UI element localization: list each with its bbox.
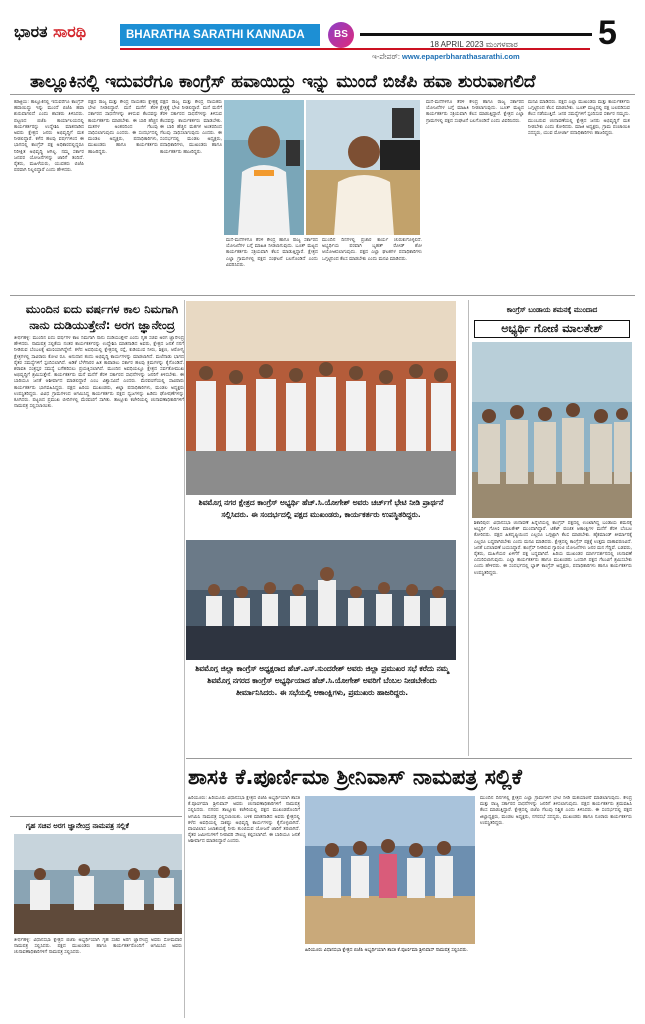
column-divider-right — [468, 300, 469, 756]
top-article-col-3: ಮನೆ-ಮನೆಗಳಿಗೂ ತೆರಳಿ ಕೇಂದ್ರ ಹಾಗೂ ರಾಜ್ಯ ಸರ್ಕಾರದ ಯೋಜನೆಗಳ ಬಗ್ಗೆ ಮಾಹಿತಿ ನೀಡಲಾಗುವುದು. ಬೂತ್ ಮಟ್ಟದ ಕಾರ್ಯಕರ್ತರು ಸಕ್ರಿಯವಾಗಿ ಕೆಲಸ ಮಾಡುತ್ತಿದ್ದಾರೆ. ಕ್ಷೇತ್ರದ ಎಲ್ಲಾ ಗ್ರಾಮಗಳಲ್ಲಿ ಪಕ್ಷದ ಸಂಘಟನೆ ಬಲಗೊಂಡಿದೆ ಎಂದು ವಿವರಿಸಿದರು. — [226, 238, 318, 268]
bs-logo-icon: BS — [328, 22, 354, 48]
top-article-col-1b: ಪಕ್ಷದ ರಾಜ್ಯ ಮತ್ತು ಕೇಂದ್ರ ನಾಯಕರು ಕ್ಷೇತ್ರಕ್ಕೆ ಭೇಟಿ ನೀಡಲಿದ್ದಾರೆ. ಮನೆ ಮನೆಗೆ ತೆರಳಿ ಸರ್ಕಾರದ ಸಾಧನೆಗಳನ್ನು ತಿಳಿಸುವ ಕೆಲಸವನ್ನು ಕಾರ್ಯಕರ್ತರು ಮಾಡಬೇಕು. ಈ ಬಾರಿ ಹೆಚ್ಚಿನ ಮತಗಳ ಅಂತರದಿಂದ ಗೆಲುವು ಸಾಧಿಸಲಾಗುವುದು ಎಂದರು. ಈ ಸಂದರ್ಭದಲ್ಲಿ ಮಂಡಲ ಅಧ್ಯಕ್ಷರು, ಪದಾಧಿಕಾರಿಗಳು, ಮುಖಂಡರು ಹಾಗೂ ಕಾರ್ಯಕರ್ತರು ಹಾಜರಿದ್ದರು. — [88, 100, 158, 155]
bottom-article-col-2: ಮುಂದಿನ ದಿನಗಳಲ್ಲಿ ಕ್ಷೇತ್ರದ ಎಲ್ಲಾ ಗ್ರಾಮಗಳಿಗೆ ಭೇಟಿ ನೀಡಿ ಮತಯಾಚನೆ ಮಾಡಲಾಗುವುದು. ಕೇಂದ್ರ ಮತ್ತು ರಾಜ್ಯ ಸರ್ಕಾರದ ಸಾಧನೆಗಳನ್ನು ಜನರಿಗೆ ತಿಳಿಸಲಾಗುವುದು. ಪಕ್ಷದ ಕಾರ್ಯಕರ್ತರು ಶ್ರಮವಹಿಸಿ ಕೆಲಸ ಮಾಡುತ್ತಿದ್ದಾರೆ. ಕ್ಷೇತ್ರದಲ್ಲಿ ಬಿಜೆಪಿ ಗೆಲುವು ನಿಶ್ಚಿತ ಎಂದು ತಿಳಿಸಿದರು. ಈ ಸಂದರ್ಭದಲ್ಲಿ ಪಕ್ಷದ ಜಿಲ್ಲಾಧ್ಯಕ್ಷರು, ಮಂಡಲ ಅಧ್ಯಕ್ಷರು, ನಗರಸಭೆ ಸದಸ್ಯರು, ಮುಖಂಡರು ಹಾಗೂ ನೂರಾರು ಕಾರ್ಯಕರ್ತರು ಉಪಸ್ಥಿತರಿದ್ದರು. — [480, 796, 632, 826]
main-headline: ತಾಲ್ಲೂಕಿನಲ್ಲಿ ಇದುವರೆಗೂ ಕಾಂಗ್ರೆಸ್ ಹವಾಯಿದ್ದು ಇನ್ನು ಮುಂದೆ ಬಿಜೆಪಿ ಹವಾ ಶುರುವಾಗಲಿದೆ — [30, 72, 536, 92]
top-article-col-6: ಮನವಿ ಮಾಡಿದರು. ಪಕ್ಷದ ಎಲ್ಲಾ ಮುಖಂಡರು ಮತ್ತು ಕಾರ್ಯಕರ್ತರು ಒಗ್ಗಟ್ಟಿನಿಂದ ಕೆಲಸ ಮಾಡಬೇಕು. ಬೂತ್ ಮಟ್ಟದಲ್ಲಿ ಪಕ್ಷ ಬಲಪಡಿಸುವ ಕೆಲಸ ನಡೆಯುತ್ತಿದೆ. ಜನರ ಸಮಸ್ಯೆಗಳಿಗೆ ಸ್ಪಂದಿಸುವ ಸರ್ಕಾರ ನಮ್ಮದು. ಮುಂಬರುವ ಚುನಾವಣೆಯಲ್ಲಿ ಕ್ಷೇತ್ರದ ಜನರು ಅಭಿವೃದ್ಧಿಗೆ ಮತ ನೀಡಬೇಕು ಎಂದು ಕೋರಿದರು. ಮಾಜಿ ಅಧ್ಯಕ್ಷರು, ಗ್ರಾಮ ಪಂಚಾಯಿತಿ ಸದಸ್ಯರು, ಯುವ ಮೋರ್ಚಾ ಪದಾಧಿಕಾರಿಗಳು ಹಾಜರಿದ್ದರು. — [528, 100, 630, 137]
caption-photo-bottom-center: ಹಿರಿಯೂರು ವಿಧಾನಸಭಾ ಕ್ಷೇತ್ರದ ಬಿಜೆಪಿ ಅಭ್ಯರ್ಥಿಯಾಗಿ ಶಾಸಕಿ ಕೆ.ಪೂರ್ಣಿಮಾ ಶ್ರೀನಿವಾಸ್ ನಾಮಪತ್ರ ಸಲ್ಲಿಸಿದರು. — [305, 948, 469, 953]
bottom-article-col-1: ಹಿರಿಯೂರು: ಹಿರಿಯೂರು ವಿಧಾನಸಭಾ ಕ್ಷೇತ್ರದ ಬಿಜೆಪಿ ಅಭ್ಯರ್ಥಿಯಾಗಿ ಶಾಸಕಿ ಕೆ.ಪೂರ್ಣಿಮಾ ಶ್ರೀನಿವಾಸ್ ಅವರು ಚುನಾವಣಾಧಿಕಾರಿಗಳಿಗೆ ನಾಮಪತ್ರ ಸಲ್ಲಿಸಿದರು. ನಗರದ ತಾಲ್ಲೂಕು ಕಚೇರಿಯಲ್ಲಿ ಪಕ್ಷದ ಮುಖಂಡರೊಂದಿಗೆ ಆಗಮಿಸಿ ನಾಮಪತ್ರ ಸಲ್ಲಿಸಲಾಯಿತು. ಬಳಿಕ ಮಾತನಾಡಿದ ಅವರು ಕ್ಷೇತ್ರದಲ್ಲಿ ಕಳೆದ ಅವಧಿಯಲ್ಲಿ ಸಾಕಷ್ಟು ಅಭಿವೃದ್ಧಿ ಕಾರ್ಯಗಳನ್ನು ಕೈಗೊಳ್ಳಲಾಗಿದೆ. ವಾಣಿವಿಲಾಸ ಜಲಾಶಯಕ್ಕೆ ನೀರು ತುಂಬಿಸುವ ಯೋಜನೆ ಜಾರಿಗೆ ತರಲಾಗಿದೆ. ರೈತರ ಜಮೀನುಗಳಿಗೆ ನೀರಾವರಿ ಸೌಲಭ್ಯ ಕಲ್ಪಿಸಲಾಗಿದೆ. ಈ ಬಾರಿಯೂ ಜನತೆ ಆಶೀರ್ವಾದ ಮಾಡಲಿದ್ದಾರೆ ಎಂದರು. — [188, 796, 300, 845]
left-story-headline: ಮುಂದಿನ ಐದು ವರ್ಷಗಳ ಕಾಲ ನಿಮಗಾಗಿ ನಾನು ದುಡಿಯುತ್ತೇನೆ: ಅರಗ ಜ್ಞಾನೇಂದ್ರ — [25, 302, 179, 332]
side-story-headline: ಗೃಹ ಸಚಿವ ಅರಗ ಜ್ಞಾನೇಂದ್ರ ನಾಮಪತ್ರ ಸಲ್ಲಿಕೆ — [26, 822, 129, 830]
masthead-english-band: BHARATHA SARATHI KANNADA DAILY — [120, 24, 320, 46]
column-divider-left — [184, 300, 185, 1018]
photo-candidate-speaking — [224, 100, 304, 235]
epaper-url[interactable]: www.epaperbharathasarathi.com — [402, 52, 520, 61]
headline-rule — [10, 94, 635, 95]
epaper-label: ಇ-ಪೇಪರ್: — [372, 52, 400, 61]
masthead-rule — [360, 33, 592, 36]
epaper-url-line — [372, 52, 520, 62]
top-article-col-2: ಪಕ್ಷದ ರಾಜ್ಯ ಮತ್ತು ಕೇಂದ್ರ ನಾಯಕರು ಕ್ಷೇತ್ರಕ್ಕೆ ಭೇಟಿ ನೀಡಲಿದ್ದಾರೆ. ಮನೆ ಮನೆಗೆ ತೆರಳಿ ಸರ್ಕಾರದ ಸಾಧನೆಗಳನ್ನು ತಿಳಿಸುವ ಕೆಲಸವನ್ನು ಕಾರ್ಯಕರ್ತರು ಮಾಡಬೇಕು. ಈ ಬಾರಿ ಹೆಚ್ಚಿನ ಮತಗಳ ಅಂತರದಿಂದ ಗೆಲುವು ಸಾಧಿಸಲಾಗುವುದು ಎಂದರು. ಈ ಸಂದರ್ಭದಲ್ಲಿ ಮಂಡಲ ಅಧ್ಯಕ್ಷರು, ಪದಾಧಿಕಾರಿಗಳು, ಮುಖಂಡರು ಹಾಗೂ ಕಾರ್ಯಕರ್ತರು ಹಾಜರಿದ್ದರು. — [160, 100, 222, 155]
side-story-body: ತೀರ್ಥಹಳ್ಳಿ: ವಿಧಾನಸಭಾ ಕ್ಷೇತ್ರದ ಬಿಜೆಪಿ ಅಭ್ಯರ್ಥಿಯಾಗಿ ಗೃಹ ಸಚಿವ ಅರಗ ಜ್ಞಾನೇಂದ್ರ ಅವರು ಸೋಮವಾರ ನಾಮಪತ್ರ ಸಲ್ಲಿಸಿದರು. ಪಕ್ಷದ ಮುಖಂಡರು ಹಾಗೂ ಕಾರ್ಯಕರ್ತರೊಂದಿಗೆ ಆಗಮಿಸಿದ ಅವರು ಚುನಾವಣಾಧಿಕಾರಿಗಳಿಗೆ ನಾಮಪತ್ರ ಸಲ್ಲಿಸಿದರು. — [14, 938, 182, 956]
right-box-body: ಶಿಕಾರಿಪುರ: ವಿಧಾನಸಭಾ ಚುನಾವಣೆ ಹಿನ್ನೆಲೆಯಲ್ಲಿ ಕಾಂಗ್ರೆಸ್ ಪಕ್ಷದಲ್ಲಿ ಉಂಟಾಗಿದ್ದ ಬಂಡಾಯ ಶಮನಕ್ಕೆ ಅಭ್ಯರ್ಥಿ ಗೋಣಿ ಮಾಲತೇಶ್ ಮುಂದಾಗಿದ್ದಾರೆ. ಟಿಕೆಟ್ ವಂಚಿತ ಆಕಾಂಕ್ಷಿಗಳ ಮನೆಗೆ ತೆರಳಿ ಬೆಂಬಲ ಕೋರಿದರು. ಪಕ್ಷದ ಹಿತದೃಷ್ಟಿಯಿಂದ ಎಲ್ಲರೂ ಒಗ್ಗಟ್ಟಾಗಿ ಕೆಲಸ ಮಾಡಬೇಕು. ಹೈಕಮಾಂಡ್ ತೀರ್ಮಾನಕ್ಕೆ ಎಲ್ಲರೂ ಬದ್ಧರಾಗಿರಬೇಕು ಎಂದು ಮನವಿ ಮಾಡಿದರು. ಕ್ಷೇತ್ರದಲ್ಲಿ ಕಾಂಗ್ರೆಸ್ ಪಕ್ಷಕ್ಕೆ ಉತ್ತಮ ವಾತಾವರಣವಿದೆ. ಜನತೆ ಬದಲಾವಣೆ ಬಯಸಿದ್ದಾರೆ. ಕಾಂಗ್ರೆಸ್ ನೀಡಿರುವ ಗ್ಯಾರಂಟಿ ಯೋಜನೆಗಳು ಜನರ ಮನ ಗೆದ್ದಿವೆ. ಬಡವರು, ರೈತರು, ಮಹಿಳೆಯರ ಏಳಿಗೆಗೆ ಪಕ್ಷ ಬದ್ಧವಾಗಿದೆ. ಹಿರಿಯ ಮುಖಂಡರ ಮಾರ್ಗದರ್ಶನದಲ್ಲಿ ಚುನಾವಣೆ ಎದುರಿಸಲಾಗುವುದು. ಎಲ್ಲಾ ಕಾರ್ಯಕರ್ತರು ಹಾಗೂ ಮುಖಂಡರು ಒಂದಾಗಿ ಪಕ್ಷದ ಗೆಲುವಿಗೆ ಶ್ರಮಿಸಬೇಕು ಎಂದು ಹೇಳಿದರು. ಈ ಸಂದರ್ಭದಲ್ಲಿ ಬ್ಲಾಕ್ ಕಾಂಗ್ರೆಸ್ ಅಧ್ಯಕ್ಷರು, ಪದಾಧಿಕಾರಿಗಳು ಹಾಗೂ ಕಾರ್ಯಕರ್ತರು ಉಪಸ್ಥಿತರಿದ್ದರು. — [474, 521, 632, 576]
masthead-title-part-1: ಭಾರತ — [14, 22, 48, 41]
masthead-date: 18 APRIL 2023 ಮಂಗಳವಾರ — [430, 40, 518, 49]
top-article-col-5: ಮನೆ-ಮನೆಗಳಿಗೂ ತೆರಳಿ ಕೇಂದ್ರ ಹಾಗೂ ರಾಜ್ಯ ಸರ್ಕಾರದ ಯೋಜನೆಗಳ ಬಗ್ಗೆ ಮಾಹಿತಿ ನೀಡಲಾಗುವುದು. ಬೂತ್ ಮಟ್ಟದ ಕಾರ್ಯಕರ್ತರು ಸಕ್ರಿಯವಾಗಿ ಕೆಲಸ ಮಾಡುತ್ತಿದ್ದಾರೆ. ಕ್ಷೇತ್ರದ ಎಲ್ಲಾ ಗ್ರಾಮಗಳಲ್ಲಿ ಪಕ್ಷದ ಸಂಘಟನೆ ಬಲಗೊಂಡಿದೆ ಎಂದು ವಿವರಿಸಿದರು. — [426, 100, 524, 124]
top-article-col-4: ಮುಂದಿನ ದಿನಗಳಲ್ಲಿ ಪ್ರಚಾರ ಕಾರ್ಯ ಚುರುಕುಗೊಳ್ಳಲಿದೆ. ಅಭ್ಯರ್ಥಿಯ ಪರವಾಗಿ ಬೃಹತ್ ರೋಡ್ ಶೋ ಆಯೋಜಿಸಲಾಗುವುದು. ಪಕ್ಷದ ಎಲ್ಲಾ ಘಟಕಗಳ ಪದಾಧಿಕಾರಿಗಳು ಒಗ್ಗಟ್ಟಿನಿಂದ ಕೆಲಸ ಮಾಡಬೇಕು ಎಂದು ಮನವಿ ಮಾಡಿದರು. — [322, 238, 422, 262]
section-rule-1 — [10, 295, 635, 296]
masthead-kannada-title — [14, 22, 86, 42]
section-rule-2 — [186, 758, 632, 759]
masthead-red-rule — [120, 48, 590, 50]
left-story-body: ತೀರ್ಥಹಳ್ಳಿ: ಮುಂದಿನ ಐದು ವರ್ಷಗಳ ಕಾಲ ನಿಮಗಾಗಿ ನಾನು ದುಡಿಯುತ್ತೇನೆ ಎಂದು ಗೃಹ ಸಚಿವ ಅರಗ ಜ್ಞಾನೇಂದ್ರ ಹೇಳಿದರು. ನಾಮಪತ್ರ ಸಲ್ಲಿಕೆಯ ನಂತರ ಕಾರ್ಯಕರ್ತರನ್ನು ಉದ್ದೇಶಿಸಿ ಮಾತನಾಡಿದ ಅವರು, ಕ್ಷೇತ್ರದ ಜನತೆ ನನಗೆ ನೀಡಿರುವ ಬೆಂಬಲಕ್ಕೆ ಋಣಿಯಾಗಿದ್ದೇನೆ. ಕಳೆದ ಅವಧಿಯಲ್ಲಿ ಕ್ಷೇತ್ರದಲ್ಲಿ ರಸ್ತೆ, ಕುಡಿಯುವ ನೀರು, ಶಿಕ್ಷಣ, ಆರೋಗ್ಯ ಕ್ಷೇತ್ರಗಳಲ್ಲಿ ಸಾವಿರಾರು ಕೋಟಿ ರೂ. ಅನುದಾನ ತಂದು ಅಭಿವೃದ್ಧಿ ಕಾರ್ಯಗಳನ್ನು ಮಾಡಲಾಗಿದೆ. ಮಲೆನಾಡು ಭಾಗದ ರೈತರ ಸಮಸ್ಯೆಗಳಿಗೆ ಸ್ಪಂದಿಸಲಾಗಿದೆ. ಅಡಿಕೆ ಬೆಳೆಗಾರರ ಹಿತ ಕಾಪಾಡಲು ಸರ್ಕಾರ ಹಲವು ಕ್ರಮಗಳನ್ನು ಕೈಗೊಂಡಿದೆ. ಶರಾವತಿ ಸಂತ್ರಸ್ತರ ಸಮಸ್ಯೆ ಬಗೆಹರಿಸಲು ಪ್ರಯತ್ನಿಸಲಾಗಿದೆ. ಮುಂದಿನ ಅವಧಿಯಲ್ಲೂ ಕ್ಷೇತ್ರದ ಸರ್ವತೋಮುಖ ಅಭಿವೃದ್ಧಿಗೆ ಶ್ರಮಿಸುತ್ತೇನೆ. ಕಾರ್ಯಕರ್ತರು ಮನೆ ಮನೆಗೆ ತೆರಳಿ ಸರ್ಕಾರದ ಸಾಧನೆಗಳನ್ನು ಜನರಿಗೆ ತಿಳಿಸಬೇಕು. ಈ ಬಾರಿಯೂ ಜನತೆ ಆಶೀರ್ವಾದ ಮಾಡಲಿದ್ದಾರೆ ಎಂಬ ವಿಶ್ವಾಸವಿದೆ ಎಂದರು. ಮೆರವಣಿಗೆಯಲ್ಲಿ ಸಾವಿರಾರು ಕಾರ್ಯಕರ್ತರು ಭಾಗವಹಿಸಿದ್ದರು. ಪಕ್ಷದ ಹಿರಿಯ ಮುಖಂಡರು, ಜಿಲ್ಲಾ ಪದಾಧಿಕಾರಿಗಳು, ಮಂಡಲ ಅಧ್ಯಕ್ಷರು ಉಪಸ್ಥಿತರಿದ್ದರು. ವಿವಿಧ ಗ್ರಾಮಗಳಿಂದ ಆಗಮಿಸಿದ್ದ ಕಾರ್ಯಕರ್ತರು ಪಕ್ಷದ ಧ್ವಜಗಳನ್ನು ಹಿಡಿದು ಘೋಷಣೆಗಳನ್ನು ಕೂಗಿದರು. ಪಟ್ಟಣದ ಪ್ರಮುಖ ಬೀದಿಗಳಲ್ಲಿ ಮೆರವಣಿಗೆ ಸಾಗಿತು. ತಾಲ್ಲೂಕು ಕಚೇರಿಯಲ್ಲಿ ಚುನಾವಣಾಧಿಕಾರಿಗಳಿಗೆ ನಾಮಪತ್ರ ಸಲ್ಲಿಸಲಾಯಿತು. — [14, 336, 184, 410]
masthead — [0, 0, 645, 62]
photo-candidate-group — [472, 342, 632, 518]
photo-home-minister-nomination — [14, 834, 182, 934]
masthead-title-part-2: ಸಾರಥಿ — [53, 22, 87, 41]
photo-district-meeting — [186, 540, 456, 660]
photo-nomination-filing — [305, 796, 475, 944]
photo-press-microphones — [306, 100, 420, 235]
side-story-rule — [10, 816, 182, 817]
caption-photo-center-1: ಶಿವಮೊಗ್ಗ ನಗರ ಕ್ಷೇತ್ರದ ಕಾಂಗ್ರೆಸ್ ಅಭ್ಯರ್ಥಿ ಹೆಚ್.ಸಿ.ಯೋಗೇಶ್ ಅವರು ಚರ್ಚ್‌ಗೆ ಭೇಟಿ ನೀಡಿ ಪ್ರಾರ್ಥನೆ ಸಲ್ಲಿಸಿದರು. ಈ ಸಂದರ್ಭದಲ್ಲಿ ಪಕ್ಷದ ಮುಖಂಡರು, ಕಾರ್ಯಕರ್ತರು ಉಪಸ್ಥಿತರಿದ್ದರು. — [198, 498, 444, 519]
top-article-col-1: ಕಡಜ್ಜಿಯ: ತಾಲ್ಲೂಕಿನಲ್ಲಿ ಇದುವರೆಗೂ ಕಾಂಗ್ರೆಸ್ ಹವಾಯಿದ್ದು ಇನ್ನು ಮುಂದೆ ಬಿಜೆಪಿ ಹವಾ ಶುರುವಾಗಲಿದೆ ಎಂದು ಶಾಸಕರು ತಿಳಿಸಿದರು. ಪಟ್ಟಣದ ಬಿಜೆಪಿ ಕಾರ್ಯಾಲಯದಲ್ಲಿ ಕಾರ್ಯಕರ್ತರನ್ನು ಉದ್ದೇಶಿಸಿ ಮಾತನಾಡಿದ ಅವರು ಕ್ಷೇತ್ರದ ಜನರು ಅಭಿವೃದ್ಧಿಗೆ ಮತ ನೀಡಲಿದ್ದಾರೆ. ಕಳೆದ ಹಲವು ವರ್ಷಗಳಿಂದ ಈ ಭಾಗದಲ್ಲಿ ಕಾಂಗ್ರೆಸ್ ಪಕ್ಷ ಅಧಿಕಾರದಲ್ಲಿದ್ದರೂ ನಿರೀಕ್ಷಿತ ಅಭಿವೃದ್ಧಿ ಆಗಿಲ್ಲ. ನಮ್ಮ ಸರ್ಕಾರ ಜನಪರ ಯೋಜನೆಗಳನ್ನು ಜಾರಿಗೆ ತಂದಿದೆ. ರೈತರು, ಮಹಿಳೆಯರು, ಯುವಕರು ಬಿಜೆಪಿ ಪರವಾಗಿ ನಿಲ್ಲಲಿದ್ದಾರೆ ಎಂದು ಹೇಳಿದರು. — [14, 100, 84, 174]
right-box-title: ಅಭ್ಯರ್ಥಿ ಗೋಣಿ ಮಾಲತೇಶ್ — [474, 320, 630, 338]
bottom-headline: ಶಾಸಕಿ ಕೆ.ಪೂರ್ಣಿಮಾ ಶ್ರೀನಿವಾಸ್ ನಾಮಪತ್ರ ಸಲ್ಲಿಕೆ — [188, 765, 523, 789]
right-box-kicker: ಕಾಂಗ್ರೆಸ್ ಬಂಡಾಯ ಶಮನಕ್ಕೆ ಮುಂದಾದ — [506, 306, 598, 314]
page-number: 5 — [598, 14, 617, 52]
caption-photo-center-2: ಶಿವಮೊಗ್ಗ ಜಿಲ್ಲಾ ಕಾಂಗ್ರೆಸ್ ಅಧ್ಯಕ್ಷರಾದ ಹೆಚ್.ಎಸ್.ಸುಂದರೇಶ್ ಅವರು ಜಿಲ್ಲಾ ಪ್ರಮುಖರ ಸಭೆ ಕರೆದು ನಮ್ಮ ಶಿವಮೊಗ್ಗ ನಗರದ ಕಾಂಗ್ರೆಸ್ ಅಭ್ಯರ್ಥಿಯಾದ ಹೆಚ್.ಸಿ.ಯೋಗೇಶ್ ಅವರಿಗೆ ಬೆಂಬಲ ನೀಡಬೇಕೆಂದು ತೀರ್ಮಾನಿಸಿದರು. ಈ ಸಭೆಯಲ್ಲಿ ಆಕಾಂಕ್ಷಿಗಳು, ಪ್ರಮುಖರು ಹಾಜರಿದ್ದರು. — [195, 664, 449, 697]
photo-group-church — [186, 301, 456, 495]
